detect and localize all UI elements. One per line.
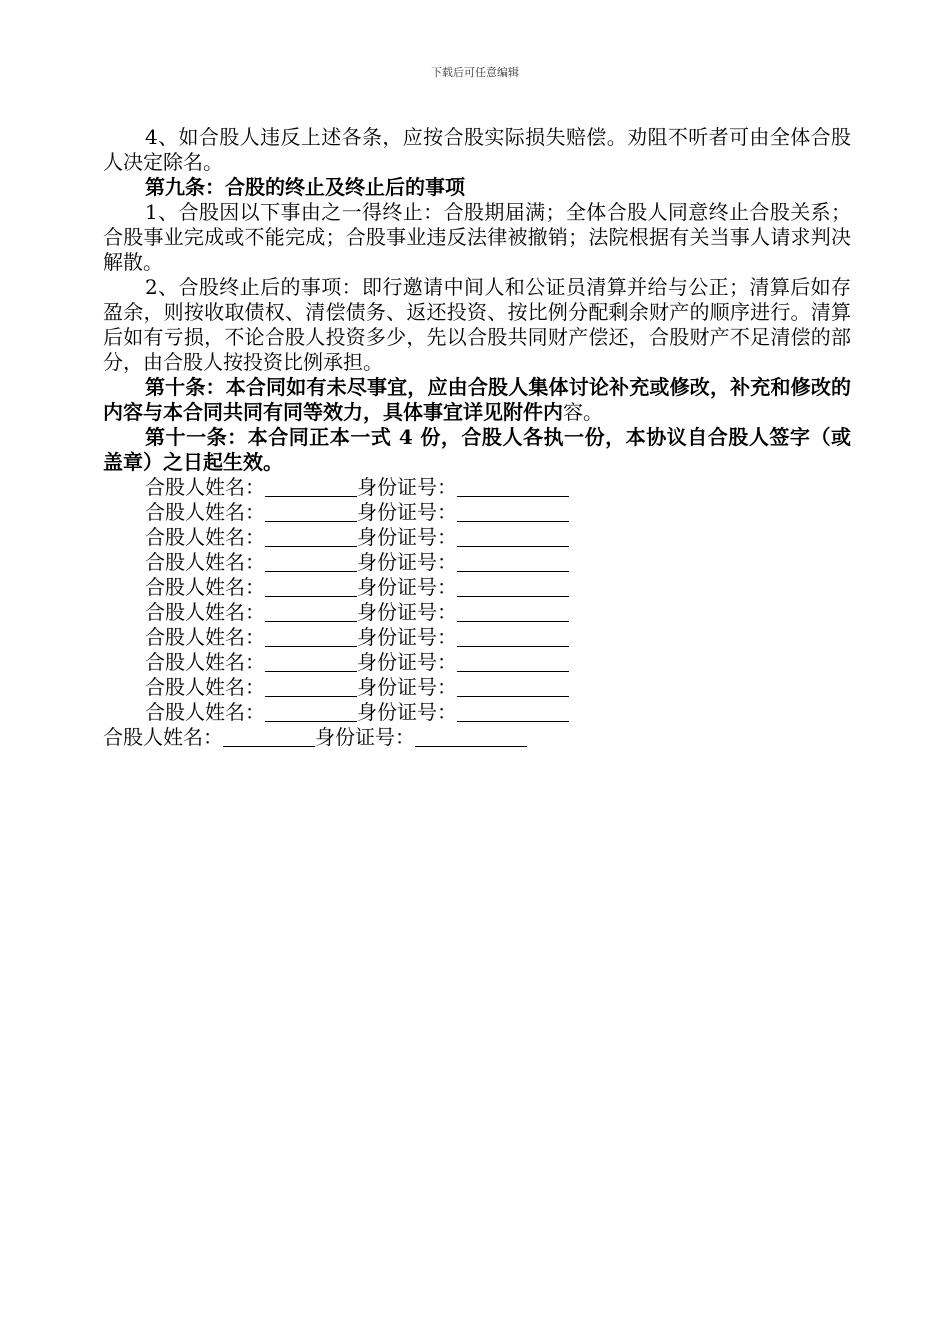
partner-name-blank (265, 526, 357, 547)
id-number-label: 身份证号： (357, 575, 457, 599)
id-number-label: 身份证号： (357, 700, 457, 724)
clause-4-paragraph: 4、如合股人违反上述各条，应按合股实际损失赔偿。劝阻不听者可由全体合股人决定除名。 (103, 125, 851, 174)
partner-name-blank (265, 476, 357, 497)
id-number-label: 身份证号： (357, 600, 457, 624)
partner-name-label: 合股人姓名： (145, 550, 265, 574)
signature-row (103, 475, 851, 500)
id-number-blank (457, 501, 569, 522)
signature-row (103, 675, 851, 700)
article-10-tail-text: 容。 (563, 400, 603, 424)
id-number-blank (457, 626, 569, 647)
partner-name-blank (265, 651, 357, 672)
page-header-note: 下载后可任意编辑 (431, 66, 519, 79)
partner-name-label: 合股人姓名： (145, 575, 265, 599)
partner-name-label: 合股人姓名： (103, 725, 223, 749)
signature-row (103, 725, 851, 750)
id-number-blank (457, 551, 569, 572)
signature-row (103, 500, 851, 525)
partner-name-label: 合股人姓名： (145, 625, 265, 649)
id-number-blank (457, 676, 569, 697)
partner-name-blank (265, 576, 357, 597)
signature-row (103, 525, 851, 550)
id-number-label: 身份证号： (315, 725, 415, 749)
partner-name-label: 合股人姓名： (145, 600, 265, 624)
article-11-paragraph: 第十一条：本合同正本一式 4 份，合股人各执一份，本协议自合股人签字（或盖章）之日起生效。 (103, 425, 851, 474)
signature-row (103, 625, 851, 650)
id-number-blank (457, 651, 569, 672)
signature-row (103, 600, 851, 625)
signature-row (103, 700, 851, 725)
partner-name-label: 合股人姓名： (145, 475, 265, 499)
partner-name-label: 合股人姓名： (145, 525, 265, 549)
id-number-label: 身份证号： (357, 650, 457, 674)
id-number-blank (457, 576, 569, 597)
partner-name-blank (265, 701, 357, 722)
id-number-blank (457, 701, 569, 722)
signature-row (103, 650, 851, 675)
id-number-blank (415, 726, 527, 747)
id-number-label: 身份证号： (357, 475, 457, 499)
partner-name-label: 合股人姓名： (145, 500, 265, 524)
id-number-label: 身份证号： (357, 625, 457, 649)
id-number-blank (457, 476, 569, 497)
partner-name-label: 合股人姓名： (145, 675, 265, 699)
id-number-blank (457, 601, 569, 622)
partner-name-label: 合股人姓名： (145, 650, 265, 674)
article-10-paragraph (103, 375, 851, 425)
id-number-label: 身份证号： (357, 550, 457, 574)
signature-row (103, 575, 851, 600)
partner-name-blank (265, 676, 357, 697)
id-number-label: 身份证号： (357, 675, 457, 699)
id-number-label: 身份证号： (357, 500, 457, 524)
partner-name-blank (265, 551, 357, 572)
document-body (103, 125, 851, 750)
partner-name-blank (265, 501, 357, 522)
partner-name-blank (223, 726, 315, 747)
partner-name-blank (265, 601, 357, 622)
article-9-clause-1: 1、合股因以下事由之一得终止：合股期届满；全体合股人同意终止合股关系；合股事业完成或不能完成；合股事业违反法律被撤销；法院根据有关当事人请求判决解散。 (103, 200, 851, 274)
article-10-bold-text: 第十条：本合同如有未尽事宜，应由合股人集体讨论补充或修改，补充和修改的内容与本合同共同有同等效力，具体事宜详见附件内 (103, 375, 851, 424)
signature-row (103, 550, 851, 575)
article-9-title: 第九条：合股的终止及终止后的事项 (145, 175, 465, 199)
article-9-clause-2: 2、合股终止后的事项：即行邀请中间人和公证员清算并给与公正；清算后如存盈余，则按收取债权、清偿债务、返还投资、按比例分配剩余财产的顺序进行。清算后如有亏损，不论合股人投资多少，先以合股共同财产偿还，合股财产不足清偿的部分，由合股人按投资比例承担。 (103, 275, 851, 374)
partner-name-blank (265, 626, 357, 647)
id-number-label: 身份证号： (357, 525, 457, 549)
signature-block (103, 475, 851, 750)
id-number-blank (457, 526, 569, 547)
partner-name-label: 合股人姓名： (145, 700, 265, 724)
